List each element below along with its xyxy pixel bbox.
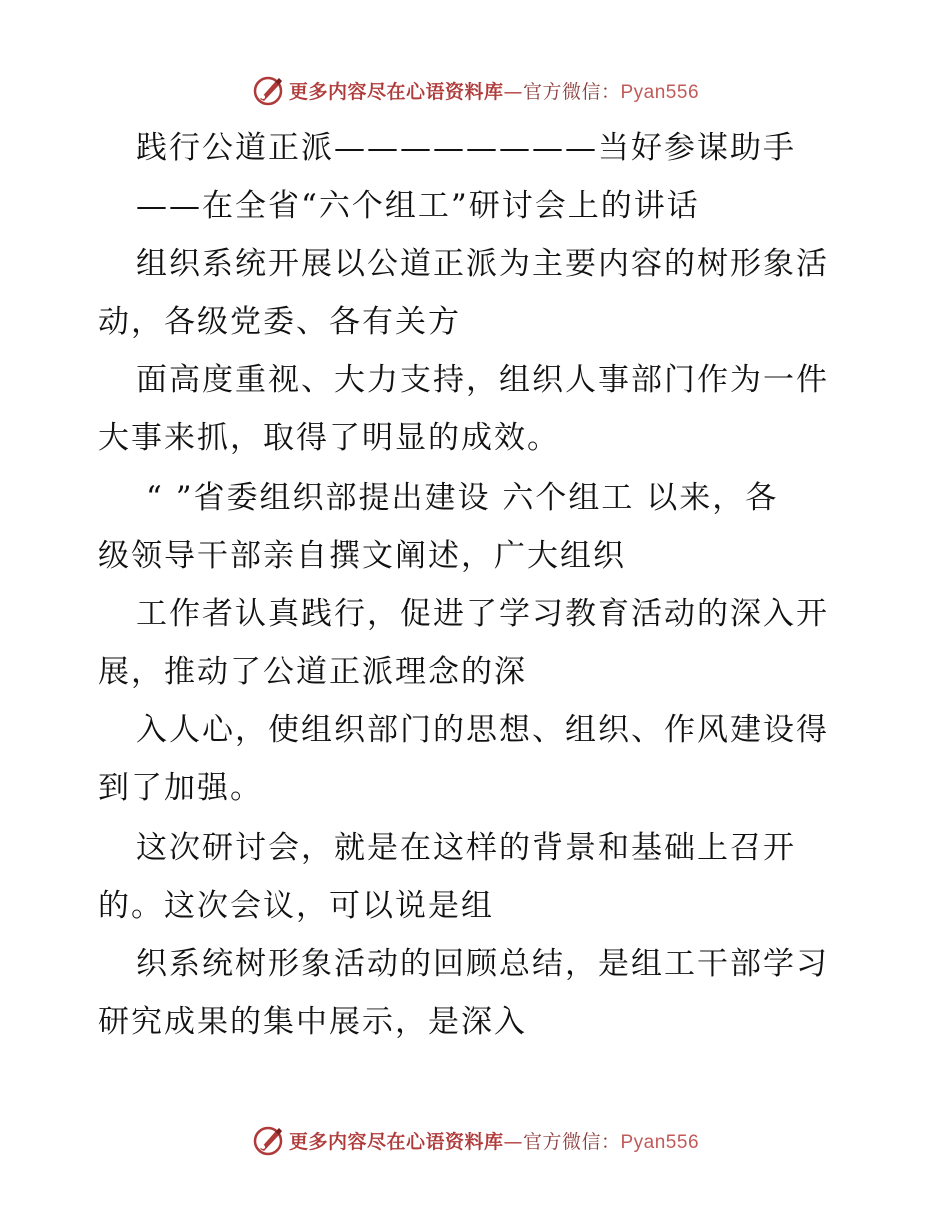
doc-line: 入人心，使组织部门的思想、组织、作风建设得: [136, 712, 829, 748]
doc-line: 级领导干部亲自撰文阐述，广大组织: [98, 538, 626, 574]
doc-line: 践行公道正派————————当好参谋助手: [136, 130, 796, 166]
doc-line: 这次研讨会，就是在这样的背景和基础上召开: [136, 830, 796, 866]
doc-line: 织系统树形象活动的回顾总结，是组工干部学习: [136, 946, 829, 982]
pen-logo-icon: [251, 73, 285, 107]
doc-line: 动，各级党委、各有关方: [98, 304, 461, 340]
doc-line: 研究成果的集中展示，是深入: [98, 1004, 527, 1040]
doc-line: 组织系统开展以公道正派为主要内容的树形象活: [136, 246, 829, 282]
doc-line: “ ”省委组织部提出建设 六个组工 以来，各: [146, 480, 779, 516]
doc-line: 工作者认真践行，促进了学习教育活动的深入开: [136, 596, 829, 632]
doc-line: 面高度重视、大力支持，组织人事部门作为一件: [136, 362, 829, 398]
doc-line: ——在全省“六个组工”研讨会上的讲话: [136, 188, 700, 224]
footer-banner: [0, 1120, 950, 1160]
pen-logo-icon: [251, 1123, 285, 1157]
header-banner-text: 更多内容尽在心语资料库—官方微信：Pyan556: [288, 80, 700, 103]
doc-line: 到了加强。: [98, 770, 263, 806]
doc-line: 展，推动了公道正派理念的深: [98, 654, 527, 690]
header-banner: [0, 70, 950, 110]
doc-line: 的。这次会议，可以说是组: [98, 888, 494, 924]
doc-line: 大事来抓，取得了明显的成效。: [98, 420, 560, 456]
footer-banner-text: 更多内容尽在心语资料库—官方微信：Pyan556: [288, 1130, 700, 1153]
